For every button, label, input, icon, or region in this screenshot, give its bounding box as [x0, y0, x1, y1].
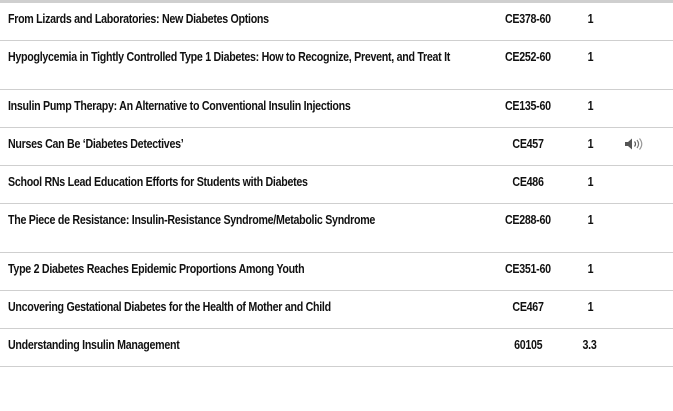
table-row[interactable]	[0, 41, 673, 90]
course-title-cell	[0, 291, 492, 329]
audio-cell	[616, 291, 673, 329]
table-row[interactable]	[0, 329, 673, 367]
course-title-link[interactable]: Hypoglycemia in Tightly Controlled Type 1 Diabetes: How to Recognize, Prevent, and Treat It	[8, 49, 451, 64]
course-credits-cell	[564, 41, 616, 90]
course-code: CE351-60	[505, 261, 551, 276]
course-credits-cell	[564, 253, 616, 291]
audio-cell	[616, 90, 673, 128]
course-credits: 1	[587, 212, 593, 227]
course-code-cell	[492, 329, 564, 367]
course-credits: 1	[587, 136, 593, 151]
audio-cell	[616, 41, 673, 90]
audio-cell	[616, 166, 673, 204]
course-title-cell	[0, 329, 492, 367]
audio-cell	[616, 128, 673, 166]
course-code-cell	[492, 253, 564, 291]
course-code: CE467	[512, 299, 544, 314]
course-credits-cell	[564, 166, 616, 204]
course-credits: 3.3	[583, 337, 597, 352]
course-title-cell	[0, 3, 492, 41]
table-row[interactable]	[0, 3, 673, 41]
course-title-link[interactable]: Nurses Can Be ‘Diabetes Detectives’	[8, 136, 184, 151]
course-credits: 1	[587, 49, 593, 64]
course-credits: 1	[587, 98, 593, 113]
course-code: CE135-60	[505, 98, 551, 113]
course-code-cell	[492, 128, 564, 166]
course-title-cell	[0, 204, 492, 253]
course-code-cell	[492, 90, 564, 128]
course-title-link[interactable]: School RNs Lead Education Efforts for Students with Diabetes	[8, 174, 308, 189]
course-title-link[interactable]: Insulin Pump Therapy: An Alternative to Conventional Insulin Injections	[8, 98, 351, 113]
course-credits-cell	[564, 329, 616, 367]
course-table	[0, 3, 673, 367]
course-credits-cell	[564, 128, 616, 166]
audio-cell	[616, 3, 673, 41]
course-credits: 1	[587, 261, 593, 276]
course-code: CE252-60	[505, 49, 551, 64]
table-row[interactable]	[0, 253, 673, 291]
course-code: CE457	[512, 136, 544, 151]
course-credits-cell	[564, 90, 616, 128]
course-code-cell	[492, 291, 564, 329]
course-code: CE378-60	[505, 11, 551, 26]
audio-cell	[616, 329, 673, 367]
course-code: CE486	[512, 174, 544, 189]
course-credits: 1	[587, 174, 593, 189]
table-row[interactable]	[0, 291, 673, 329]
course-title-cell	[0, 166, 492, 204]
course-credits-cell	[564, 3, 616, 41]
course-code: CE288-60	[505, 212, 551, 227]
speaker-icon-graphic	[624, 137, 646, 151]
course-title-cell	[0, 253, 492, 291]
table-row[interactable]	[0, 90, 673, 128]
course-code-cell	[492, 41, 564, 90]
audio-cell	[616, 253, 673, 291]
course-title-link[interactable]: From Lizards and Laboratories: New Diabetes Options	[8, 11, 269, 26]
course-credits-cell	[564, 204, 616, 253]
table-row[interactable]	[0, 204, 673, 253]
course-code: 60105	[513, 337, 543, 352]
course-code-cell	[492, 166, 564, 204]
course-title-cell	[0, 41, 492, 90]
course-title-link[interactable]: The Piece de Resistance: Insulin-Resistance Syndrome/Metabolic Syndrome	[8, 212, 376, 227]
course-credits-cell	[564, 291, 616, 329]
course-title-cell	[0, 128, 492, 166]
table-row[interactable]	[0, 166, 673, 204]
course-code-cell	[492, 204, 564, 253]
course-title-link[interactable]: Understanding Insulin Management	[8, 337, 180, 352]
speaker-icon[interactable]	[624, 137, 646, 151]
course-code-cell	[492, 3, 564, 41]
course-credits: 1	[587, 11, 593, 26]
course-title-link[interactable]: Uncovering Gestational Diabetes for the Health of Mother and Child	[8, 299, 331, 314]
course-title-link[interactable]: Type 2 Diabetes Reaches Epidemic Proportions Among Youth	[8, 261, 305, 276]
course-credits: 1	[587, 299, 593, 314]
course-title-cell	[0, 90, 492, 128]
audio-cell	[616, 204, 673, 253]
table-row[interactable]	[0, 128, 673, 166]
